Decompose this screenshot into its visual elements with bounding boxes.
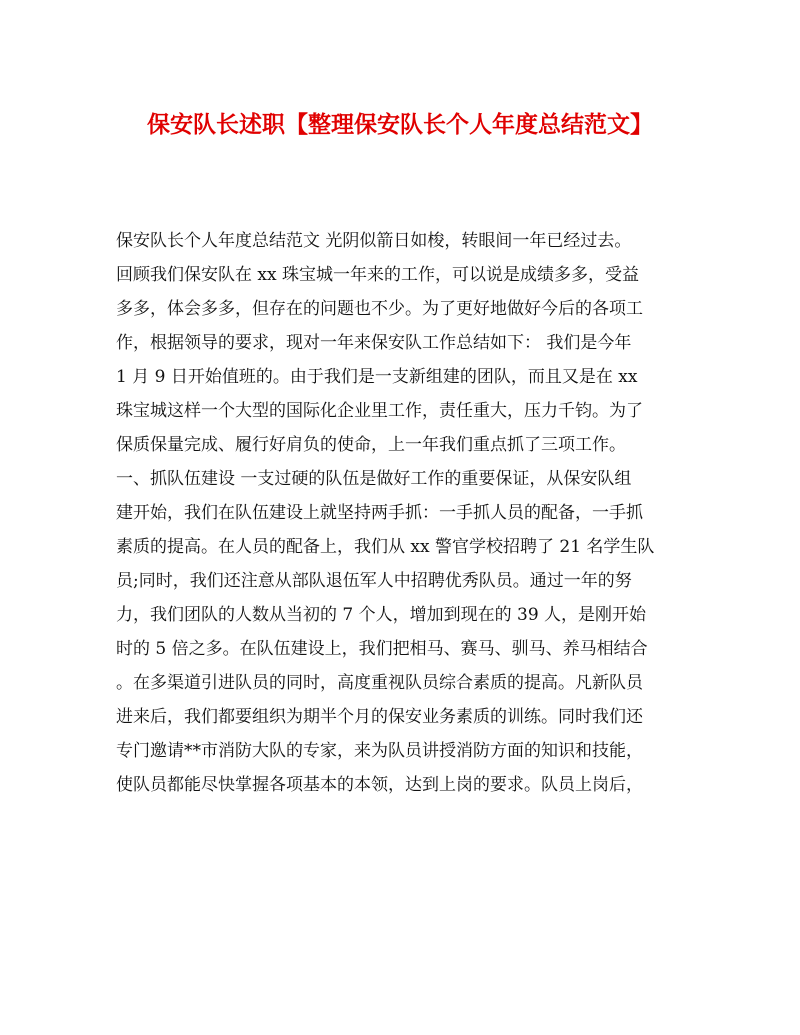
text-line: 专门邀请**市消防大队的专家，来为队员讲授消防方面的知识和技能， [116, 741, 643, 761]
text-line: 员;同时，我们还注意从部队退伍军人中招聘优秀队员。通过一年的努 [116, 571, 632, 591]
text-line: 保质保量完成、履行好肩负的使命，上一年我们重点抓了三项工作。 [116, 435, 626, 455]
text-line: 进来后，我们都要组织为期半个月的保安业务素质的训练。同时我们还 [116, 707, 643, 727]
body-text [116, 224, 691, 802]
text-line: 一、抓队伍建设 一支过硬的队伍是做好工作的重要保证，从保安队组 [116, 469, 632, 489]
document-title: 保安队长述职【整理保安队长个人年度总结范文】 [147, 111, 653, 138]
text-line: 作，根据领导的要求，现对一年来保安队工作总结如下： 我们是今年 [116, 333, 632, 353]
text-line: 保安队长个人年度总结范文 光阴似箭日如梭，转眼间一年已经过去。 [116, 231, 632, 251]
text-line: 珠宝城这样一个大型的国际化企业里工作，责任重大，压力千钧。为了 [116, 401, 643, 421]
text-line: 回顾我们保安队在 xx 珠宝城一年来的工作，可以说是成绩多多，受益 [116, 265, 639, 285]
text-line: 建开始，我们在队伍建设上就坚持两手抓：一手抓人员的配备，一手抓 [116, 503, 643, 523]
text-line: 1 月 9 日开始值班的。由于我们是一支新组建的团队，而且又是在 xx [116, 367, 638, 387]
text-line: 使队员都能尽快掌握各项基本的本领，达到上岗的要求。队员上岗后， [116, 775, 643, 795]
text-line: 。在多渠道引进队员的同时，高度重视队员综合素质的提高。凡新队员 [116, 673, 643, 693]
text-line: 力，我们团队的人数从当初的 7 个人，增加到现在的 39 人，是刚开始 [116, 605, 647, 625]
text-line: 时的 5 倍之多。在队伍建设上，我们把相马、赛马、驯马、养马相结合 [116, 639, 648, 659]
text-line: 多多，体会多多，但存在的问题也不少。为了更好地做好今后的各项工 [116, 299, 643, 319]
text-line: 素质的提高。在人员的配备上，我们从 xx 警官学校招聘了 21 名学生队 [116, 537, 655, 557]
